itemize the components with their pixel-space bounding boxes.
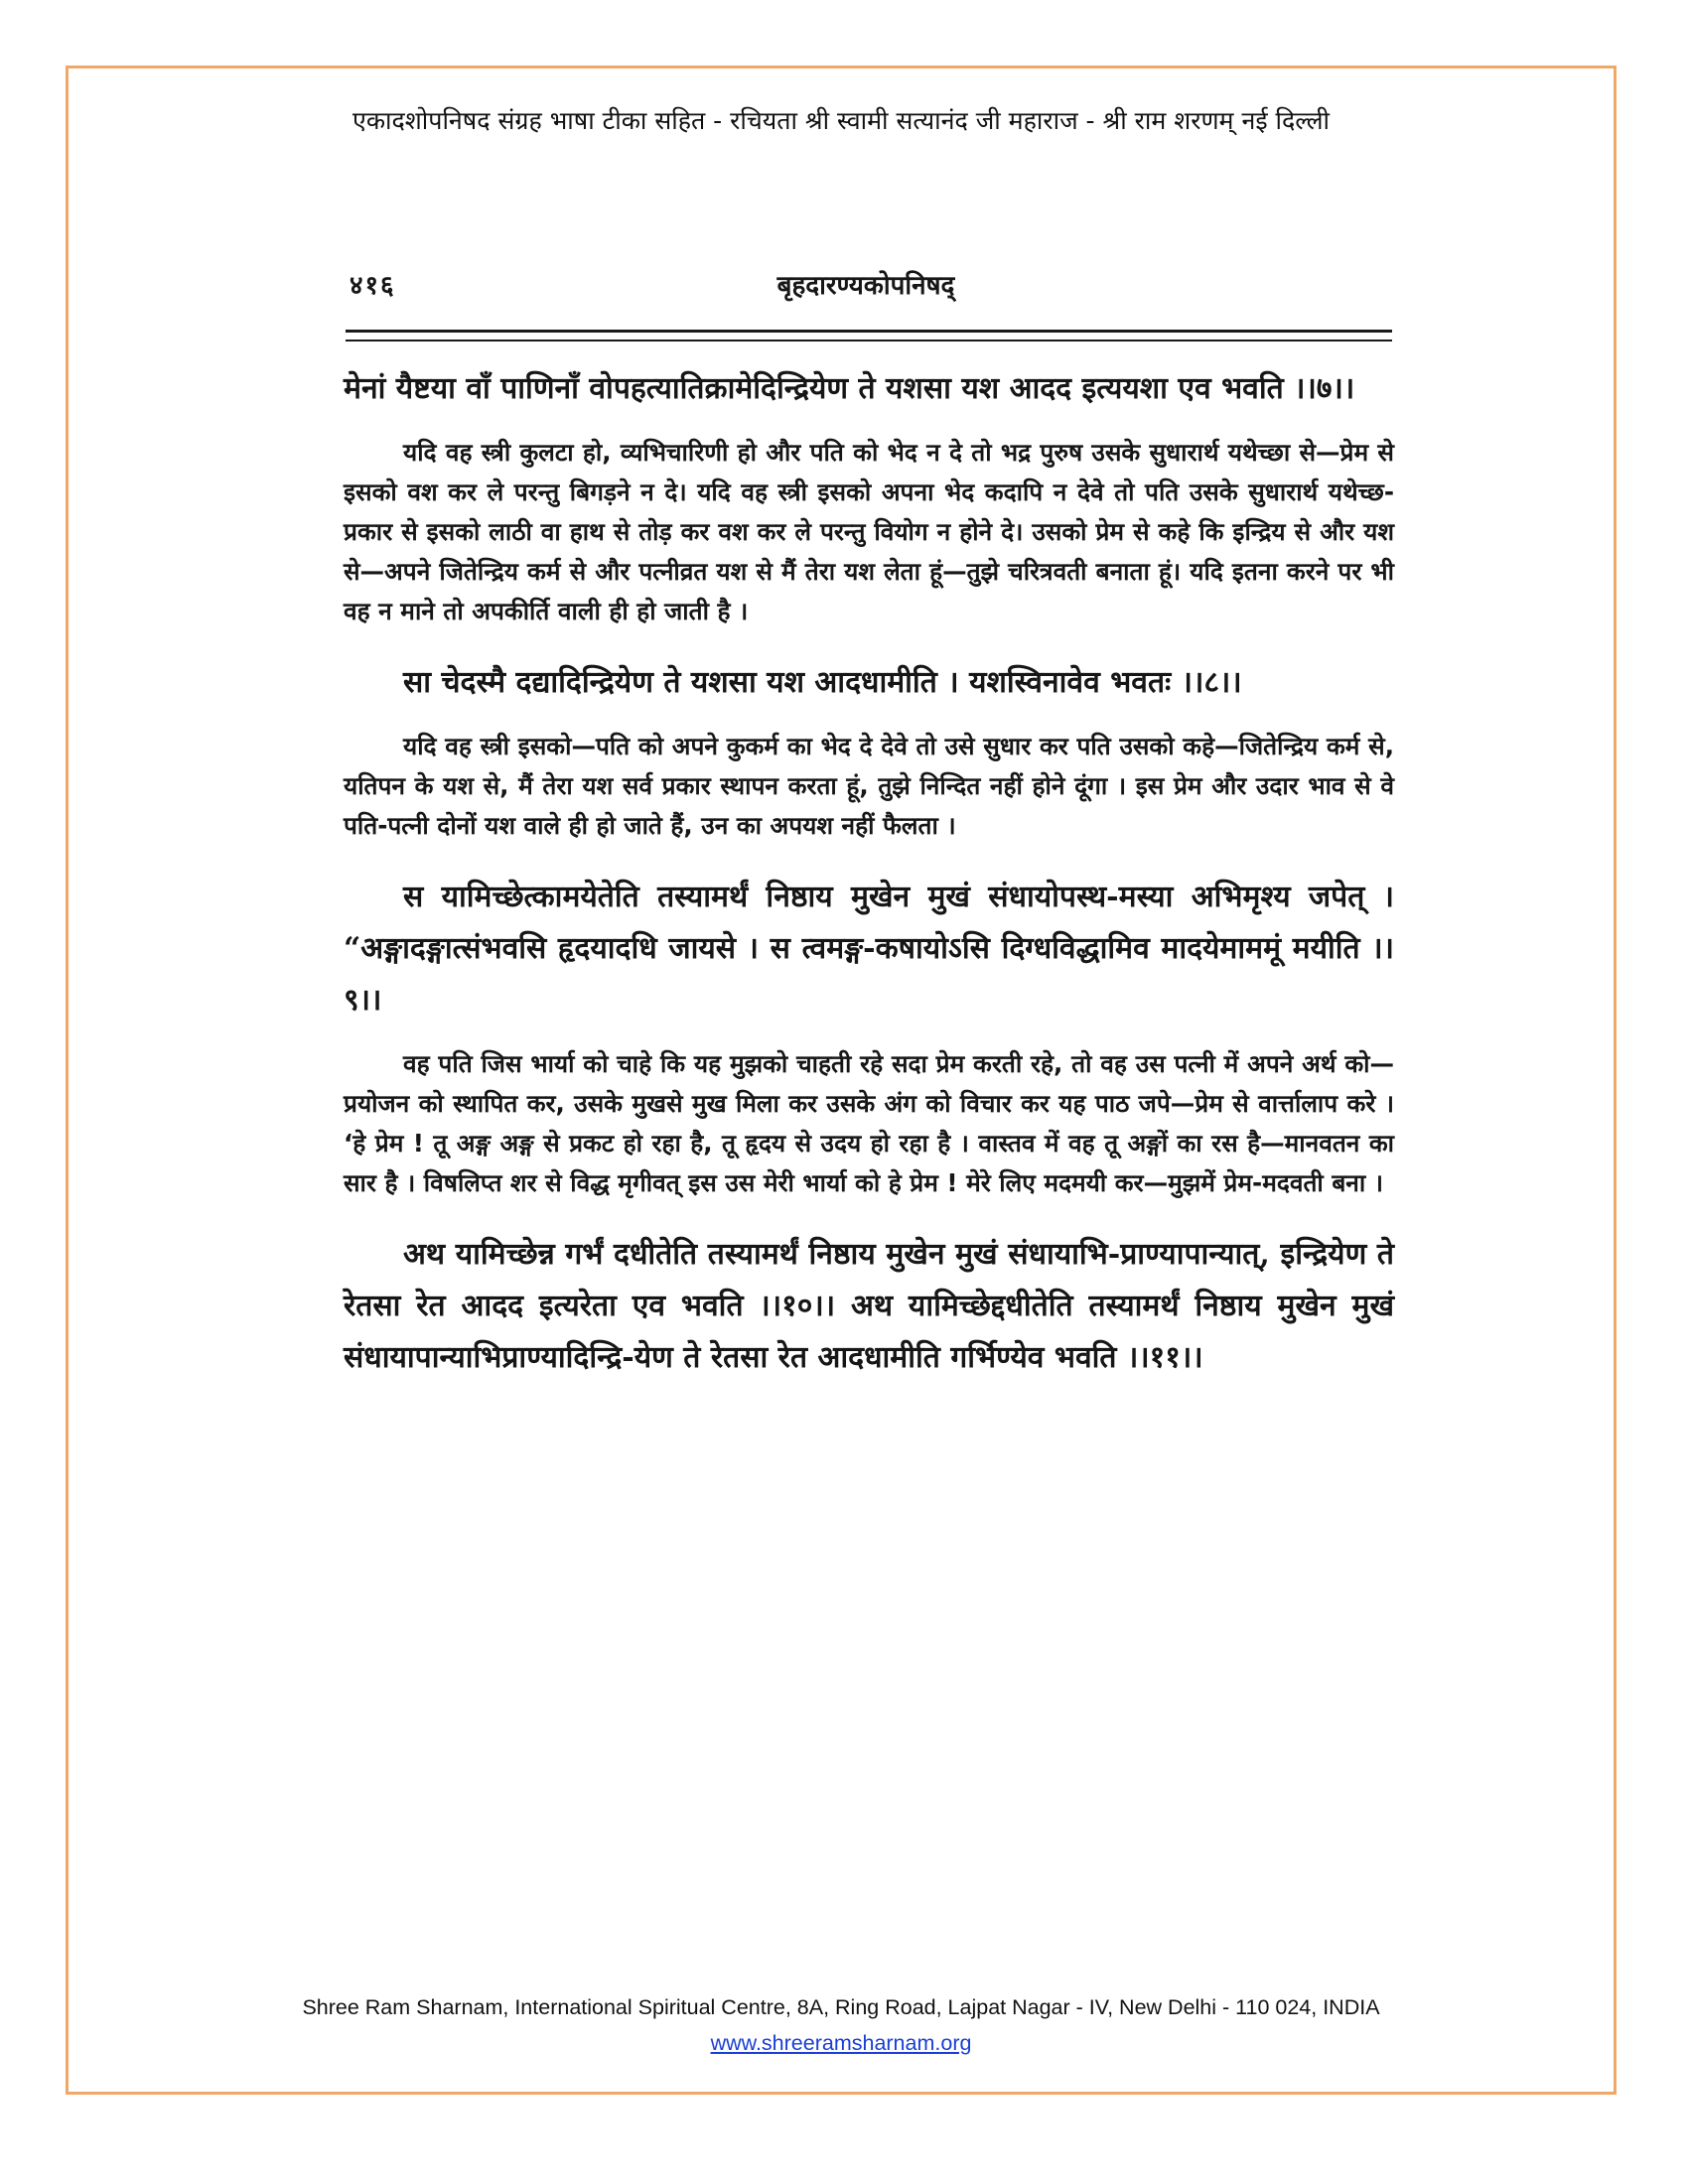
header-rule-thin (346, 340, 1392, 341)
scanned-page (338, 260, 1394, 1987)
scanned-page-header (338, 260, 1394, 320)
commentary-8: यदि वह स्त्री इसको—पति को अपने कुकर्म का भेद दे देवे तो उसे सुधार कर पति उसको कहे—जितेन्द्रिय कर्म से, यतिपन के यश से, मैं तेरा यश सर्व प्रकार स्थापन करता हूं, तुझे निन्दित नहीं होने दूंगा । इस प्रेम और उदार भाव से वे पति-पत्नी दोनों यश वाले ही हो जाते हैं, उन का अपयश नहीं फैलता । (344, 732, 1394, 840)
page-title: बृहदारण्यकोपनिषद् (776, 271, 955, 301)
document-header: एकादशोपनिषद संग्रह भाषा टीका सहित - रचियता श्री स्वामी सत्यानंद जी महाराज - श्री राम शरणम् नई दिल्ली (352, 106, 1330, 135)
verse-9: स यामिच्छेत्कामयेतेति तस्यामर्थं निष्ठाय मुखेन मुखं संधायोपस्थ-मस्या अभिमृश्य जपेत् । “अङ्गादङ्गात्संभवसि हृदयादधि जायसे । स त्वमङ्ग-कषायोऽसि दिग्धविद्धामिव मादयेमाममूं मयीति ।।९।। (344, 880, 1394, 1018)
verse-8: सा चेदस्मै दद्यादिन्द्रियेण ते यशसा यश आदधामीति । यशस्विनावेव भवतः ।।८।। (403, 665, 1242, 700)
commentary-7: यदि वह स्त्री कुलटा हो, व्यभिचारिणी हो और पति को भेद न दे तो भद्र पुरुष उसके सुधारार्थ यथेच्छा से—प्रेम से इसको वश कर ले परन्तु बिगड़ने न दे। यदि वह स्त्री इसको अपना भेद कदापि न देवे तो पति उसके सुधारार्थ यथेच्छ-प्रकार से इसको लाठी वा हाथ से तोड़ कर वश कर ले परन्तु वियोग न होने दे। उसको प्रेम से कहे कि इन्द्रिय से और यश से—अपने जितेन्द्रिय कर्म से और पत्नीव्रत यश से मैं तेरा यश लेता हूं—तुझे चरित्रवती बनाता हूं। यदि इतना करने पर भी वह न माने तो अपकीर्ति वाली ही हो जाती है । (344, 438, 1394, 625)
scanned-body (344, 363, 1394, 1402)
page-number: ४१६ (350, 271, 396, 301)
commentary-9: वह पति जिस भार्या को चाहे कि यह मुझको चाहती रहे सदा प्रेम करती रहे, तो वह उस पत्नी में अपने अर्थ को—प्रयोजन को स्थापित कर, उसके मुखसे मुख मिला कर उसके अंग को विचार कर यह पाठ जपे—प्रेम से वार्त्तालाप करे । ‘हे प्रेम ! तू अङ्ग अङ्ग से प्रकट हो रहा है, तू हृदय से उदय हो रहा है । वास्तव में वह तू अङ्गों का रस है—मानवतन का सार है । विषलिप्त शर से विद्ध मृगीवत् इस उस मेरी भार्या को हे प्रेम ! मेरे लिए मदमयी कर—मुझमें प्रेम-मदवती बना । (344, 1049, 1394, 1197)
verse-10-11: अथ यामिच्छेन्न गर्भं दधीतेति तस्यामर्थं निष्ठाय मुखेन मुखं संधायाभि-प्राण्यापान्यात्, इन्द्रियेण ते रेतसा रेत आदद इत्यरेता एव भवति ।।१०।। अथ यामिच्छेद्दधीतेति तस्यामर्थं निष्ठाय मुखेन मुखं संधायापान्याभिप्राण्यादिन्द्रि-येण ते रेतसा रेत आदधामीति गर्भिण्येव भवति ।।११।। (344, 1237, 1394, 1375)
verse-7: मेनां यैष्टया वाँ पाणिनाँ वोपहत्यातिक्रामेदिन्द्रियेण ते यशसा यश आदद इत्ययशा एव भवति ।।७।। (344, 371, 1355, 406)
header-rule (346, 330, 1392, 333)
footer-address: Shree Ram Sharnam, International Spiritual Centre, 8A, Ring Road, Lajpat Nagar - IV, New Delhi - 110 024, INDIA (302, 1995, 1380, 2019)
website-link[interactable]: www.shreeramsharnam.org (710, 2031, 972, 2055)
